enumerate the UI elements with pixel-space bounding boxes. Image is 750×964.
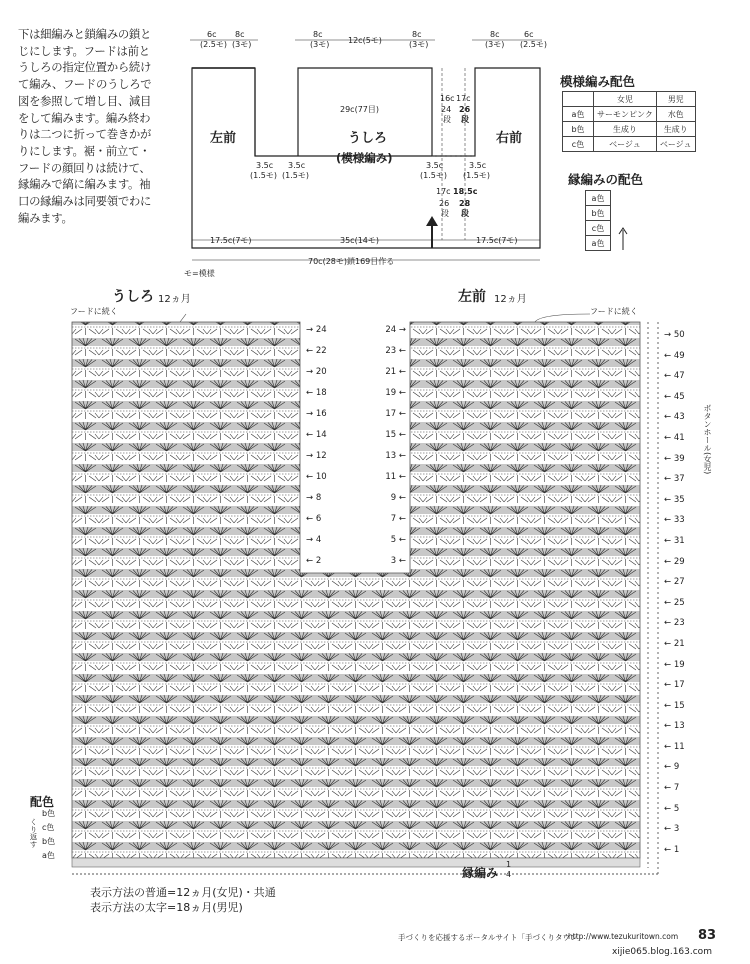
pattern-chart-body — [72, 322, 640, 858]
dim-label: (3モ) — [310, 40, 330, 49]
color-key-item: b色 — [42, 837, 56, 846]
row-label: ← 17 — [664, 680, 685, 691]
dim-label: 3.5c — [469, 161, 487, 170]
row-label: 23 ← — [385, 346, 406, 356]
color-key-list — [42, 807, 55, 863]
dim-label: 18.5c — [453, 187, 478, 196]
right-front-label: 右前 — [496, 131, 523, 146]
table-header: 女児 — [594, 92, 657, 107]
row-label: → 12 — [306, 451, 327, 461]
dim-label: (3モ) — [409, 40, 429, 49]
legend-label: モ=模様 — [184, 269, 215, 278]
dim-label: 24 — [441, 105, 452, 114]
back-width-label: 29c(77目) — [340, 105, 379, 114]
row-label: → 24 — [306, 325, 327, 335]
front-row-labels — [376, 320, 406, 572]
row-label: ← 1 — [664, 844, 680, 855]
row-label: ← 7 — [664, 783, 680, 794]
instructions-line: 縁編みで縞に編みます。袖 — [18, 177, 151, 192]
table-cell: 水色 — [656, 107, 695, 122]
dim-label: (1.5モ) — [420, 171, 447, 180]
table-cell: ベージュ — [594, 137, 657, 152]
dim-label: (3モ) — [485, 40, 505, 49]
instructions-line: フードの顔回りは続けて、 — [18, 160, 151, 175]
dim-label: (2.5モ) — [200, 40, 227, 49]
table-cell: a色 — [586, 191, 611, 206]
color-table-title: 模様編み配色 — [560, 74, 636, 89]
dim-label: 3.5c — [288, 161, 306, 170]
table-cell: c色 — [563, 137, 594, 152]
row-label: ← 41 — [664, 432, 685, 443]
note-line: 表示方法の太字=18ヵ月(男児) — [90, 901, 243, 914]
dim-label: 8c — [313, 30, 323, 39]
total-label: 70c(28モ)鎖169目作る — [308, 257, 395, 266]
back-row-labels — [306, 320, 327, 572]
row-label: ← 49 — [664, 350, 685, 361]
dim-label: 26 — [459, 105, 471, 114]
instructions-line: じにします。フードは前と — [18, 43, 150, 58]
row-label: ← 15 — [664, 700, 685, 711]
row-label: ← 45 — [664, 391, 685, 402]
row-label: → 50 — [664, 330, 685, 340]
row-label: 15 ← — [385, 430, 406, 440]
row-label: ← 5 — [664, 803, 680, 814]
right-row-labels — [664, 325, 685, 860]
dim-label: 3.5c — [256, 161, 274, 170]
table-cell: b色 — [586, 206, 611, 221]
dim-label: 6c — [524, 30, 534, 39]
notes — [90, 885, 276, 915]
dim-label: 26 — [439, 199, 450, 208]
row-label: ← 18 — [306, 388, 327, 398]
row-label: ← 23 — [664, 618, 685, 629]
instructions-line: 口の縁編みは同要領でわに — [18, 194, 152, 209]
row-label: → 20 — [306, 367, 327, 377]
row-label: 17 ← — [385, 409, 406, 419]
row-label: 19 ← — [385, 388, 406, 398]
row-label: ← 13 — [664, 721, 685, 732]
color-key-item: b色 — [42, 809, 56, 818]
instructions-line: 図を参照して増し目、減目 — [18, 93, 152, 108]
instructions-line: りは二つに折って巻きかが — [18, 127, 152, 142]
row-label: ← 29 — [664, 556, 685, 567]
row-label: → 8 — [306, 493, 322, 503]
edge-row-labels — [506, 860, 511, 880]
front-chart-title: 左前 — [458, 289, 486, 305]
row-label: 11 ← — [385, 472, 406, 482]
row-label: ← 37 — [664, 474, 685, 485]
row-label: ← 10 — [306, 472, 327, 482]
dim-label: 16c — [440, 94, 455, 103]
front-hood-note: フードに続く — [590, 307, 638, 316]
row-label: ← 47 — [664, 371, 685, 382]
row-label: 9 ← — [390, 493, 406, 503]
dim-label: 17c — [456, 94, 471, 103]
row-label: 5 ← — [390, 535, 406, 545]
row-label: 13 ← — [385, 451, 406, 461]
table-cell: b色 — [563, 122, 594, 137]
dim-label: 8c — [235, 30, 245, 39]
dim-label: 段 — [443, 115, 451, 124]
note-line: 表示方法の普通=12ヵ月(女児)・共通 — [90, 886, 276, 899]
back-hood-note: フードに続く — [70, 307, 118, 316]
instructions-line: て編み、フードのうしろで — [18, 77, 152, 92]
row-label: ← 14 — [306, 430, 327, 440]
instructions-line: 編みます。 — [18, 210, 73, 225]
dim-label: (2.5モ) — [520, 40, 547, 49]
color-key-item: c色 — [42, 823, 55, 832]
edging-row-1 — [72, 858, 640, 867]
row-label: 24 → — [385, 325, 406, 335]
watermark: xijie065.blog.163.com — [612, 947, 712, 957]
dim-label: (1.5モ) — [250, 171, 277, 180]
table-cell: サーモンピンク — [594, 107, 657, 122]
row-label: ← 25 — [664, 597, 685, 608]
instructions-line: をして編みます。編み終わ — [18, 110, 151, 125]
dim-label: 8c — [412, 30, 422, 39]
dim-label: 6c — [207, 30, 217, 39]
row-label: ← 9 — [664, 762, 680, 773]
table-cell: a色 — [586, 236, 611, 251]
table-cell: 生成り — [594, 122, 657, 137]
table-cell: c色 — [586, 221, 611, 236]
table-header: 男児 — [656, 92, 695, 107]
instructions-line: 下は細編みと鎖編みの鎖と — [18, 27, 152, 41]
row-label: ← 31 — [664, 535, 685, 546]
row-label: → 4 — [306, 535, 322, 545]
row-label: 3 ← — [390, 556, 406, 566]
instructions-line: りにします。裾・前立て・ — [18, 143, 151, 158]
dim-label: 段 — [461, 209, 469, 218]
row-label: ← 39 — [664, 453, 685, 464]
table-cell: a色 — [563, 107, 594, 122]
table-cell: 生成り — [656, 122, 695, 137]
row-label: ← 22 — [306, 346, 327, 356]
row-label: 4 — [506, 870, 512, 879]
row-label: ← 35 — [664, 494, 685, 505]
dim-label: 8c — [490, 30, 500, 39]
dim-label: 段 — [461, 115, 469, 124]
row-label: 7 ← — [390, 514, 406, 524]
row-label: ← 27 — [664, 577, 685, 588]
row-label: ← 6 — [306, 514, 322, 524]
page-number: 83 — [698, 928, 717, 943]
table-cell: ベージュ — [656, 137, 695, 152]
dim-label: 17.5c(7モ) — [210, 236, 252, 245]
row-label: ← 3 — [664, 824, 680, 835]
row-label: ← 2 — [306, 556, 322, 566]
edge-label: 縁編み — [462, 866, 499, 880]
footer-url[interactable]: http://www.tezukuritown.com — [568, 932, 679, 941]
dim-label: 17c — [436, 187, 451, 196]
dim-label: 3.5c — [426, 161, 444, 170]
front-chart-size: 12ヵ月 — [494, 294, 527, 305]
dim-label: 28 — [459, 199, 471, 208]
left-front-label: 左前 — [210, 131, 237, 146]
back-pattern-label: (模様編み) — [336, 151, 393, 165]
footer-text: 手づくりを応援するポータルサイト「手づくりタウン」 — [398, 933, 585, 942]
row-label: ← 33 — [664, 515, 685, 526]
row-label: → 16 — [306, 409, 327, 419]
dim-label: (1.5モ) — [282, 171, 309, 180]
dim-label: 12c(5モ) — [348, 36, 382, 45]
color-key-title: 配色 — [30, 795, 55, 809]
row-label: ← 19 — [664, 659, 685, 670]
row-label: ← 43 — [664, 412, 685, 423]
edge-color-title: 縁編みの配色 — [568, 172, 644, 187]
back-chart-title: うしろ — [112, 289, 154, 305]
buttonhole-label: ボタンホール(女児) — [703, 404, 712, 475]
row-label: ← 11 — [664, 741, 685, 752]
dim-label: (3モ) — [232, 40, 252, 49]
row-label: 21 ← — [385, 367, 406, 377]
row-label: 1 — [506, 860, 512, 869]
repeat-label: くり返す — [29, 818, 38, 848]
back-label: うしろ — [348, 131, 388, 146]
dim-label: 17.5c(7モ) — [476, 236, 518, 245]
color-key-item: a色 — [42, 851, 55, 860]
dim-label: 35c(14モ) — [340, 236, 379, 245]
dim-label: 段 — [441, 209, 449, 218]
dim-label: (1.5モ) — [463, 171, 490, 180]
back-chart-size: 12ヵ月 — [158, 294, 191, 305]
instructions-line: うしろの指定位置から続け — [18, 60, 152, 75]
row-label: ← 21 — [664, 638, 685, 649]
